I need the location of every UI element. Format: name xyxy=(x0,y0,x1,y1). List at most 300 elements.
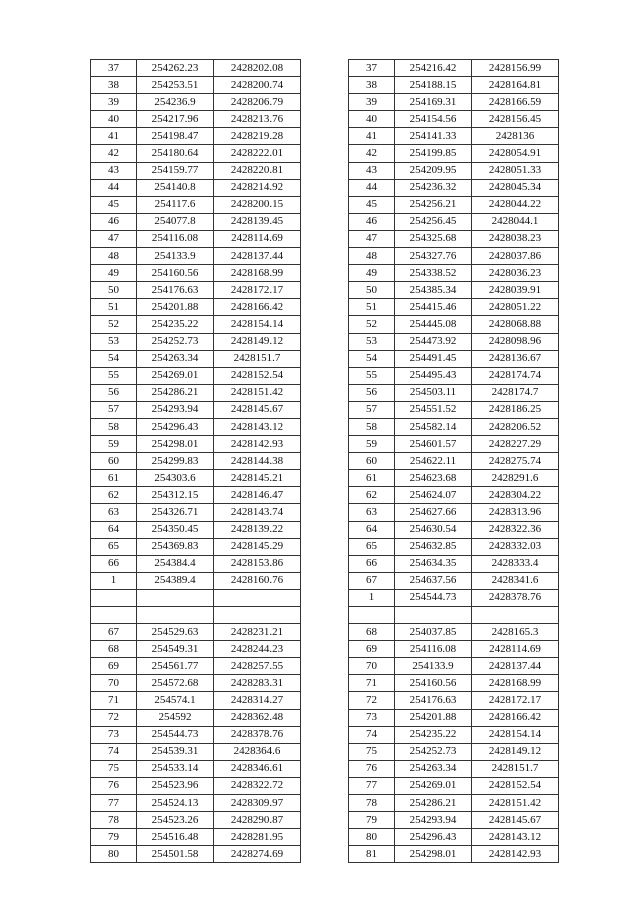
point-number-cell: 72 xyxy=(91,709,137,726)
table-row xyxy=(349,572,559,589)
y-coordinate-cell: 2428257.55 xyxy=(214,658,301,675)
y-coordinate-cell: 2428166.59 xyxy=(472,94,559,111)
point-number-cell: 76 xyxy=(91,777,137,794)
table-row xyxy=(91,521,301,538)
x-coordinate-cell: 254263.34 xyxy=(137,350,214,367)
y-coordinate-cell: 2428166.42 xyxy=(214,299,301,316)
table-row xyxy=(349,77,559,94)
y-coordinate-cell: 2428322.36 xyxy=(472,521,559,538)
y-coordinate-cell: 2428333.4 xyxy=(472,555,559,572)
y-coordinate-cell: 2428219.28 xyxy=(214,128,301,145)
x-coordinate-cell: 254293.94 xyxy=(137,401,214,418)
point-number-cell: 66 xyxy=(91,555,137,572)
table-row xyxy=(91,265,301,282)
table-row xyxy=(349,812,559,829)
x-coordinate-cell: 254286.21 xyxy=(137,384,214,401)
x-coordinate-cell: 254176.63 xyxy=(395,692,472,709)
point-number-cell: 55 xyxy=(349,367,395,384)
y-coordinate-cell: 2428149.12 xyxy=(214,333,301,350)
x-coordinate-cell: 254199.85 xyxy=(395,145,472,162)
point-number-cell: 37 xyxy=(349,60,395,77)
y-coordinate-cell: 2428220.81 xyxy=(214,162,301,179)
x-coordinate-cell: 254236.32 xyxy=(395,179,472,196)
y-coordinate-cell: 2428200.74 xyxy=(214,77,301,94)
table-row xyxy=(349,196,559,213)
point-number-cell: 67 xyxy=(349,572,395,589)
table-row xyxy=(91,795,301,812)
point-number-cell: 45 xyxy=(349,196,395,213)
table-row xyxy=(349,521,559,538)
y-coordinate-cell: 2428142.93 xyxy=(214,436,301,453)
y-coordinate-cell: 2428202.08 xyxy=(214,60,301,77)
point-number-cell: 54 xyxy=(349,350,395,367)
point-number-cell: 37 xyxy=(91,60,137,77)
x-coordinate-cell: 254389.4 xyxy=(137,572,214,589)
x-coordinate-cell: 254160.56 xyxy=(137,265,214,282)
x-coordinate-cell: 254601.57 xyxy=(395,436,472,453)
y-coordinate-cell: 2428145.29 xyxy=(214,538,301,555)
x-coordinate-cell: 254624.07 xyxy=(395,487,472,504)
x-coordinate-cell: 254077.8 xyxy=(137,213,214,230)
point-number-cell: 63 xyxy=(349,504,395,521)
table-row xyxy=(349,743,559,760)
point-number-cell: 59 xyxy=(349,436,395,453)
x-coordinate-cell: 254133.9 xyxy=(137,248,214,265)
point-number-cell: 49 xyxy=(349,265,395,282)
y-coordinate-cell: 2428143.12 xyxy=(214,418,301,435)
point-number-cell: 50 xyxy=(91,282,137,299)
coordinate-table-right-body xyxy=(349,60,559,863)
y-coordinate-cell: 2428174.74 xyxy=(472,367,559,384)
table-row xyxy=(349,641,559,658)
x-coordinate-cell: 254160.56 xyxy=(395,675,472,692)
x-coordinate-cell xyxy=(137,589,214,606)
x-coordinate-cell: 254327.76 xyxy=(395,248,472,265)
table-row xyxy=(91,504,301,521)
table-row xyxy=(91,760,301,777)
x-coordinate-cell: 254140.8 xyxy=(137,179,214,196)
y-coordinate-cell: 2428039.91 xyxy=(472,282,559,299)
point-number-cell: 65 xyxy=(349,538,395,555)
point-number-cell: 42 xyxy=(91,145,137,162)
table-row xyxy=(91,367,301,384)
point-number-cell: 60 xyxy=(91,453,137,470)
x-coordinate-cell: 254296.43 xyxy=(137,418,214,435)
table-row xyxy=(349,504,559,521)
y-coordinate-cell: 2428151.7 xyxy=(472,760,559,777)
y-coordinate-cell: 2428146.47 xyxy=(214,487,301,504)
table-row xyxy=(91,538,301,555)
point-number-cell: 61 xyxy=(91,470,137,487)
table-row xyxy=(349,589,559,606)
point-number-cell: 44 xyxy=(91,179,137,196)
x-coordinate-cell: 254326.71 xyxy=(137,504,214,521)
table-row xyxy=(91,436,301,453)
table-row xyxy=(349,555,559,572)
point-number-cell: 49 xyxy=(91,265,137,282)
y-coordinate-cell: 2428145.67 xyxy=(214,401,301,418)
y-coordinate-cell: 2428313.96 xyxy=(472,504,559,521)
table-row xyxy=(349,470,559,487)
y-coordinate-cell: 2428341.6 xyxy=(472,572,559,589)
y-coordinate-cell: 2428137.44 xyxy=(472,658,559,675)
point-number-cell: 38 xyxy=(91,77,137,94)
table-row xyxy=(91,282,301,299)
point-number-cell: 78 xyxy=(91,812,137,829)
table-row xyxy=(349,350,559,367)
y-coordinate-cell: 2428151.42 xyxy=(472,795,559,812)
y-coordinate-cell: 2428152.54 xyxy=(472,777,559,794)
x-coordinate-cell: 254286.21 xyxy=(395,795,472,812)
x-coordinate-cell: 254574.1 xyxy=(137,692,214,709)
x-coordinate-cell: 254256.21 xyxy=(395,196,472,213)
x-coordinate-cell: 254338.52 xyxy=(395,265,472,282)
y-coordinate-cell xyxy=(214,607,301,624)
table-row xyxy=(91,179,301,196)
y-coordinate-cell xyxy=(472,607,559,624)
table-row xyxy=(349,248,559,265)
point-number-cell: 70 xyxy=(349,658,395,675)
x-coordinate-cell: 254252.73 xyxy=(395,743,472,760)
table-row xyxy=(91,487,301,504)
point-number-cell: 43 xyxy=(91,162,137,179)
y-coordinate-cell: 2428044.22 xyxy=(472,196,559,213)
x-coordinate-cell: 254524.13 xyxy=(137,795,214,812)
y-coordinate-cell: 2428145.21 xyxy=(214,470,301,487)
coordinate-table-left xyxy=(90,59,301,863)
point-number-cell: 47 xyxy=(91,230,137,247)
table-row xyxy=(91,709,301,726)
y-coordinate-cell: 2428290.87 xyxy=(214,812,301,829)
point-number-cell: 50 xyxy=(349,282,395,299)
y-coordinate-cell: 2428114.69 xyxy=(472,641,559,658)
x-coordinate-cell: 254551.52 xyxy=(395,401,472,418)
y-coordinate-cell: 2428139.22 xyxy=(214,521,301,538)
point-number-cell: 1 xyxy=(91,572,137,589)
point-number-cell: 65 xyxy=(91,538,137,555)
table-row xyxy=(91,299,301,316)
y-coordinate-cell: 2428044.1 xyxy=(472,213,559,230)
table-row xyxy=(349,333,559,350)
x-coordinate-cell: 254501.58 xyxy=(137,846,214,863)
y-coordinate-cell: 2428145.67 xyxy=(472,812,559,829)
point-number-cell: 54 xyxy=(91,350,137,367)
x-coordinate-cell: 254539.31 xyxy=(137,743,214,760)
table-row xyxy=(349,538,559,555)
x-coordinate-cell: 254473.92 xyxy=(395,333,472,350)
table-row xyxy=(91,726,301,743)
table-row xyxy=(91,196,301,213)
point-number-cell: 64 xyxy=(349,521,395,538)
y-coordinate-cell: 2428143.74 xyxy=(214,504,301,521)
point-number-cell: 80 xyxy=(349,829,395,846)
x-coordinate-cell: 254262.23 xyxy=(137,60,214,77)
x-coordinate-cell: 254549.31 xyxy=(137,641,214,658)
point-number-cell: 68 xyxy=(349,624,395,641)
y-coordinate-cell: 2428332.03 xyxy=(472,538,559,555)
y-coordinate-cell: 2428144.38 xyxy=(214,453,301,470)
point-number-cell: 56 xyxy=(349,384,395,401)
y-coordinate-cell: 2428364.6 xyxy=(214,743,301,760)
table-row xyxy=(91,94,301,111)
point-number-cell: 62 xyxy=(91,487,137,504)
y-coordinate-cell: 2428037.86 xyxy=(472,248,559,265)
y-coordinate-cell: 2428165.3 xyxy=(472,624,559,641)
table-row xyxy=(349,213,559,230)
x-coordinate-cell: 254503.11 xyxy=(395,384,472,401)
table-row xyxy=(91,128,301,145)
x-coordinate-cell: 254634.35 xyxy=(395,555,472,572)
y-coordinate-cell: 2428274.69 xyxy=(214,846,301,863)
x-coordinate-cell: 254384.4 xyxy=(137,555,214,572)
y-coordinate-cell: 2428378.76 xyxy=(472,589,559,606)
x-coordinate-cell: 254263.34 xyxy=(395,760,472,777)
x-coordinate-cell: 254637.56 xyxy=(395,572,472,589)
x-coordinate-cell: 254133.9 xyxy=(395,658,472,675)
table-row xyxy=(349,179,559,196)
x-coordinate-cell: 254630.54 xyxy=(395,521,472,538)
table-row xyxy=(349,145,559,162)
y-coordinate-cell: 2428152.54 xyxy=(214,367,301,384)
x-coordinate-cell: 254209.95 xyxy=(395,162,472,179)
table-row xyxy=(349,265,559,282)
table-row xyxy=(91,555,301,572)
x-coordinate-cell: 254303.6 xyxy=(137,470,214,487)
point-number-cell: 51 xyxy=(349,299,395,316)
point-number-cell: 42 xyxy=(349,145,395,162)
x-coordinate-cell: 254180.64 xyxy=(137,145,214,162)
y-coordinate-cell: 2428168.99 xyxy=(214,265,301,282)
x-coordinate-cell: 254154.56 xyxy=(395,111,472,128)
table-row xyxy=(91,777,301,794)
point-number-cell: 44 xyxy=(349,179,395,196)
y-coordinate-cell: 2428114.69 xyxy=(214,230,301,247)
table-row xyxy=(349,316,559,333)
point-number-cell: 75 xyxy=(349,743,395,760)
point-number-cell: 58 xyxy=(91,418,137,435)
y-coordinate-cell: 2428160.76 xyxy=(214,572,301,589)
point-number-cell: 74 xyxy=(349,726,395,743)
y-coordinate-cell: 2428362.48 xyxy=(214,709,301,726)
point-number-cell: 48 xyxy=(349,248,395,265)
point-number-cell: 66 xyxy=(349,555,395,572)
y-coordinate-cell: 2428206.79 xyxy=(214,94,301,111)
x-coordinate-cell: 254415.46 xyxy=(395,299,472,316)
point-number-cell: 41 xyxy=(349,128,395,145)
x-coordinate-cell: 254116.08 xyxy=(395,641,472,658)
x-coordinate-cell: 254235.22 xyxy=(395,726,472,743)
point-number-cell: 71 xyxy=(349,675,395,692)
x-coordinate-cell: 254369.83 xyxy=(137,538,214,555)
x-coordinate-cell xyxy=(395,607,472,624)
y-coordinate-cell: 2428051.33 xyxy=(472,162,559,179)
y-coordinate-cell: 2428154.14 xyxy=(472,726,559,743)
point-number-cell: 81 xyxy=(349,846,395,863)
table-row xyxy=(91,692,301,709)
y-coordinate-cell: 2428142.93 xyxy=(472,846,559,863)
table-row xyxy=(349,777,559,794)
x-coordinate-cell: 254523.26 xyxy=(137,812,214,829)
y-coordinate-cell: 2428309.97 xyxy=(214,795,301,812)
table-row xyxy=(349,436,559,453)
point-number-cell: 73 xyxy=(349,709,395,726)
y-coordinate-cell: 2428136.67 xyxy=(472,350,559,367)
x-coordinate-cell: 254216.42 xyxy=(395,60,472,77)
x-coordinate-cell: 254298.01 xyxy=(137,436,214,453)
table-row xyxy=(91,607,301,624)
x-coordinate-cell: 254236.9 xyxy=(137,94,214,111)
table-row xyxy=(349,230,559,247)
x-coordinate-cell: 254632.85 xyxy=(395,538,472,555)
table-row xyxy=(349,795,559,812)
x-coordinate-cell: 254037.85 xyxy=(395,624,472,641)
point-number-cell: 59 xyxy=(91,436,137,453)
table-row xyxy=(349,726,559,743)
point-number-cell: 75 xyxy=(91,760,137,777)
point-number-cell: 61 xyxy=(349,470,395,487)
x-coordinate-cell: 254325.68 xyxy=(395,230,472,247)
x-coordinate-cell: 254523.96 xyxy=(137,777,214,794)
table-row xyxy=(91,60,301,77)
point-number-cell: 58 xyxy=(349,418,395,435)
x-coordinate-cell: 254529.63 xyxy=(137,624,214,641)
x-coordinate-cell: 254169.31 xyxy=(395,94,472,111)
x-coordinate-cell: 254201.88 xyxy=(137,299,214,316)
x-coordinate-cell: 254592 xyxy=(137,709,214,726)
table-row xyxy=(91,230,301,247)
y-coordinate-cell: 2428172.17 xyxy=(214,282,301,299)
table-row xyxy=(91,145,301,162)
point-number-cell: 57 xyxy=(91,401,137,418)
table-row xyxy=(349,128,559,145)
x-coordinate-cell: 254385.34 xyxy=(395,282,472,299)
y-coordinate-cell: 2428153.86 xyxy=(214,555,301,572)
coordinate-table-left-body xyxy=(91,60,301,863)
point-number-cell: 74 xyxy=(91,743,137,760)
y-coordinate-cell: 2428036.23 xyxy=(472,265,559,282)
y-coordinate-cell: 2428222.01 xyxy=(214,145,301,162)
x-coordinate-cell xyxy=(137,607,214,624)
y-coordinate-cell: 2428281.95 xyxy=(214,829,301,846)
point-number-cell: 38 xyxy=(349,77,395,94)
table-row xyxy=(349,401,559,418)
x-coordinate-cell: 254141.33 xyxy=(395,128,472,145)
y-coordinate-cell: 2428213.76 xyxy=(214,111,301,128)
table-row xyxy=(349,60,559,77)
point-number-cell xyxy=(91,607,137,624)
point-number-cell: 72 xyxy=(349,692,395,709)
y-coordinate-cell: 2428098.96 xyxy=(472,333,559,350)
x-coordinate-cell: 254495.43 xyxy=(395,367,472,384)
x-coordinate-cell: 254256.45 xyxy=(395,213,472,230)
point-number-cell: 77 xyxy=(91,795,137,812)
table-row xyxy=(91,743,301,760)
point-number-cell: 63 xyxy=(91,504,137,521)
point-number-cell: 43 xyxy=(349,162,395,179)
x-coordinate-cell: 254561.77 xyxy=(137,658,214,675)
point-number-cell: 1 xyxy=(349,589,395,606)
x-coordinate-cell: 254235.22 xyxy=(137,316,214,333)
table-row xyxy=(349,162,559,179)
point-number-cell: 52 xyxy=(91,316,137,333)
table-row xyxy=(349,367,559,384)
x-coordinate-cell: 254269.01 xyxy=(395,777,472,794)
table-row xyxy=(349,282,559,299)
point-number-cell: 62 xyxy=(349,487,395,504)
y-coordinate-cell: 2428174.7 xyxy=(472,384,559,401)
point-number-cell: 71 xyxy=(91,692,137,709)
y-coordinate-cell: 2428206.52 xyxy=(472,418,559,435)
point-number-cell: 76 xyxy=(349,760,395,777)
y-coordinate-cell: 2428244.23 xyxy=(214,641,301,658)
x-coordinate-cell: 254516.48 xyxy=(137,829,214,846)
x-coordinate-cell: 254582.14 xyxy=(395,418,472,435)
x-coordinate-cell: 254627.66 xyxy=(395,504,472,521)
y-coordinate-cell: 2428378.76 xyxy=(214,726,301,743)
point-number-cell: 56 xyxy=(91,384,137,401)
table-row xyxy=(91,350,301,367)
table-row xyxy=(91,470,301,487)
x-coordinate-cell: 254217.96 xyxy=(137,111,214,128)
table-row xyxy=(91,675,301,692)
y-coordinate-cell: 2428051.22 xyxy=(472,299,559,316)
point-number-cell: 78 xyxy=(349,795,395,812)
table-row xyxy=(91,384,301,401)
table-row xyxy=(91,829,301,846)
y-coordinate-cell: 2428151.7 xyxy=(214,350,301,367)
table-row xyxy=(91,77,301,94)
x-coordinate-cell: 254445.08 xyxy=(395,316,472,333)
x-coordinate-cell: 254117.6 xyxy=(137,196,214,213)
point-number-cell: 73 xyxy=(91,726,137,743)
y-coordinate-cell: 2428168.99 xyxy=(472,675,559,692)
y-coordinate-cell: 2428186.25 xyxy=(472,401,559,418)
point-number-cell: 69 xyxy=(91,658,137,675)
table-row xyxy=(91,641,301,658)
x-coordinate-cell: 254623.68 xyxy=(395,470,472,487)
table-row xyxy=(91,658,301,675)
y-coordinate-cell: 2428045.34 xyxy=(472,179,559,196)
x-coordinate-cell: 254201.88 xyxy=(395,709,472,726)
x-coordinate-cell: 254253.51 xyxy=(137,77,214,94)
point-number-cell: 77 xyxy=(349,777,395,794)
point-number-cell: 41 xyxy=(91,128,137,145)
table-row xyxy=(349,692,559,709)
table-row xyxy=(349,453,559,470)
y-coordinate-cell: 2428227.29 xyxy=(472,436,559,453)
y-coordinate-cell: 2428136 xyxy=(472,128,559,145)
point-number-cell: 55 xyxy=(91,367,137,384)
point-number-cell xyxy=(91,589,137,606)
point-number-cell: 70 xyxy=(91,675,137,692)
x-coordinate-cell: 254312.15 xyxy=(137,487,214,504)
point-number-cell: 79 xyxy=(349,812,395,829)
x-coordinate-cell: 254198.47 xyxy=(137,128,214,145)
y-coordinate-cell: 2428156.99 xyxy=(472,60,559,77)
table-row xyxy=(91,812,301,829)
y-coordinate-cell: 2428149.12 xyxy=(472,743,559,760)
y-coordinate-cell: 2428214.92 xyxy=(214,179,301,196)
table-row xyxy=(349,760,559,777)
table-row xyxy=(91,572,301,589)
coordinate-table-right xyxy=(348,59,559,863)
table-row xyxy=(349,418,559,435)
table-row xyxy=(349,846,559,863)
point-number-cell: 51 xyxy=(91,299,137,316)
point-number-cell: 48 xyxy=(91,248,137,265)
table-row xyxy=(91,248,301,265)
x-coordinate-cell: 254159.77 xyxy=(137,162,214,179)
